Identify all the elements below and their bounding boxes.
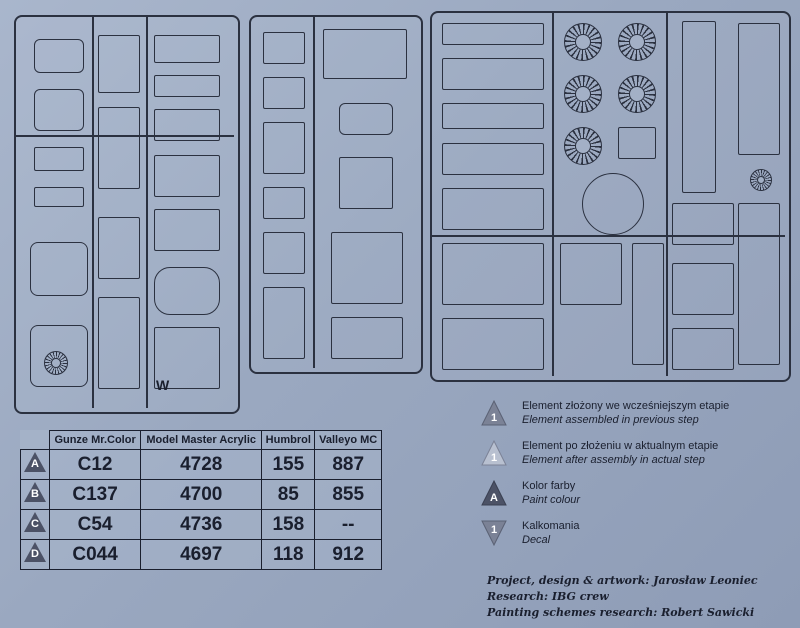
- gunze-cell: C137: [50, 480, 141, 510]
- paint-triangle-icon: C: [24, 512, 46, 532]
- sprue-part: [34, 147, 84, 171]
- sprue-part: [263, 187, 305, 219]
- model-master-cell: 4736: [141, 510, 262, 540]
- sprue-part: [98, 297, 140, 389]
- legend-text: [522, 439, 718, 467]
- table-header-blank: [21, 431, 50, 450]
- humbrol-cell: 158: [262, 510, 315, 540]
- symbol-legend: [480, 397, 780, 557]
- svg-text:1: 1: [490, 412, 498, 424]
- sprue-part: [442, 23, 544, 45]
- humbrol-cell: 118: [262, 540, 315, 570]
- legend-en: Element assembled in previous step: [522, 414, 699, 426]
- legend-pl: Element po złożeniu w aktualnym etapie: [522, 440, 719, 452]
- sprue-part: [263, 122, 305, 174]
- table-row: [21, 510, 382, 540]
- sprue-part: [442, 318, 544, 370]
- sprue-part: [442, 188, 544, 230]
- legend-en: Paint colour: [522, 494, 581, 506]
- sprue-part: [682, 21, 716, 193]
- triangle-decal-icon: [480, 519, 508, 547]
- legend-text: [522, 479, 580, 507]
- sprue-part: [263, 32, 305, 64]
- sprue-part: [442, 58, 544, 90]
- paint-triangle-icon: D: [24, 542, 46, 562]
- sprue-part: [98, 107, 140, 189]
- sprue-runner: [146, 17, 148, 408]
- sprue-wheel: [564, 23, 602, 61]
- triangle-dark-icon: [480, 399, 508, 427]
- paint-letter-cell: [21, 480, 50, 510]
- sprue-part: [442, 243, 544, 305]
- paint-letter-cell: [21, 450, 50, 480]
- legend-item-decal: [480, 517, 780, 555]
- legend-text: [522, 519, 579, 547]
- table-header: Humbrol: [262, 431, 315, 450]
- sprue-part: [263, 287, 305, 359]
- svg-text:1: 1: [490, 452, 498, 464]
- sprue-frame-middle: [249, 15, 423, 374]
- sprue-part: [323, 29, 407, 79]
- legend-item-previous-step: [480, 397, 780, 435]
- sprue-part: [30, 242, 88, 296]
- credits-research: Research: IBG crew: [487, 590, 609, 603]
- gunze-cell: C12: [50, 450, 141, 480]
- sprue-part: [331, 232, 403, 304]
- paint-letter-cell: [21, 540, 50, 570]
- sprue-part: [331, 317, 403, 359]
- sprue-part: [442, 143, 544, 175]
- sprue-runner: [92, 17, 94, 408]
- sprue-part: [263, 77, 305, 109]
- sprue-wheel: [44, 351, 68, 375]
- gunze-cell: C044: [50, 540, 141, 570]
- sprue-frame-left: [14, 15, 240, 414]
- sprue-part: [738, 23, 780, 155]
- table-header: Gunze Mr.Color: [50, 431, 141, 450]
- sprue-part: [582, 173, 644, 235]
- sprue-part: [154, 209, 220, 251]
- gunze-cell: C54: [50, 510, 141, 540]
- table-header: Model Master Acrylic: [141, 431, 262, 450]
- valleyo-cell: 912: [315, 540, 382, 570]
- sprue-wheel: [750, 169, 772, 191]
- sprue-part: [154, 35, 220, 63]
- paint-colour-table: [20, 430, 382, 570]
- paint-letter-cell: [21, 510, 50, 540]
- sprue-runner: [16, 135, 234, 137]
- sprue-part: [154, 267, 220, 315]
- sprue-part: [442, 103, 544, 129]
- sprue-runner: [666, 13, 668, 376]
- valleyo-cell: 855: [315, 480, 382, 510]
- sprue-part: [618, 127, 656, 159]
- sprue-wheel: [564, 127, 602, 165]
- table-row: [21, 480, 382, 510]
- svg-text:1: 1: [490, 524, 498, 536]
- legend-en: Decal: [522, 534, 551, 546]
- sprue-part: [263, 232, 305, 274]
- model-master-cell: 4697: [141, 540, 262, 570]
- legend-en: Element after assembly in actual step: [522, 454, 705, 466]
- table-row: [21, 450, 382, 480]
- sprue-part: [672, 328, 734, 370]
- model-master-cell: 4700: [141, 480, 262, 510]
- sprue-part: [672, 263, 734, 315]
- sprue-runner: [432, 235, 785, 237]
- sprue-wheel: [618, 75, 656, 113]
- legend-pl: Kolor farby: [522, 480, 576, 492]
- table-row: [21, 540, 382, 570]
- sprue-wheel: [564, 75, 602, 113]
- humbrol-cell: 85: [262, 480, 315, 510]
- legend-item-paint: [480, 477, 780, 515]
- legend-pl: Kalkomania: [522, 520, 580, 532]
- sprue-part: [672, 203, 734, 245]
- sprue-runner: [552, 13, 554, 376]
- sprue-part: [154, 155, 220, 197]
- sprue-part: [34, 187, 84, 207]
- legend-text: [522, 399, 729, 427]
- sprue-part: [98, 35, 140, 93]
- humbrol-cell: 155: [262, 450, 315, 480]
- sprue-part: [154, 75, 220, 97]
- credits-painting: Painting schemes research: Robert Sawicki: [487, 606, 755, 619]
- triangle-light-icon: [480, 439, 508, 467]
- credits: [487, 573, 787, 621]
- sprue-part: [560, 243, 622, 305]
- sprue-part: [632, 243, 664, 365]
- sprue-wheel: [618, 23, 656, 61]
- sprue-frame-right: [430, 11, 791, 382]
- credits-design: Project, design & artwork: Jarosław Leoniec: [487, 574, 758, 587]
- sprue-part: [339, 103, 393, 135]
- valleyo-cell: --: [315, 510, 382, 540]
- legend-pl: Element złożony we wcześniejszym etapie: [522, 400, 730, 412]
- legend-item-actual-step: [480, 437, 780, 475]
- table-header: Valleyo MC: [315, 431, 382, 450]
- sprue-part: [34, 89, 84, 131]
- paint-triangle-icon: A: [24, 452, 46, 472]
- triangle-paint-icon: [480, 479, 508, 507]
- sprue-part: [34, 39, 84, 73]
- sprue-runner: [313, 17, 315, 368]
- model-master-cell: 4728: [141, 450, 262, 480]
- sprue-part: [738, 203, 780, 365]
- sprue-part: [339, 157, 393, 209]
- svg-text:A: A: [490, 492, 498, 504]
- sprue-part: [98, 217, 140, 279]
- sprue-letter: W: [156, 377, 170, 393]
- table-header-row: [21, 431, 382, 450]
- valleyo-cell: 887: [315, 450, 382, 480]
- paint-triangle-icon: B: [24, 482, 46, 502]
